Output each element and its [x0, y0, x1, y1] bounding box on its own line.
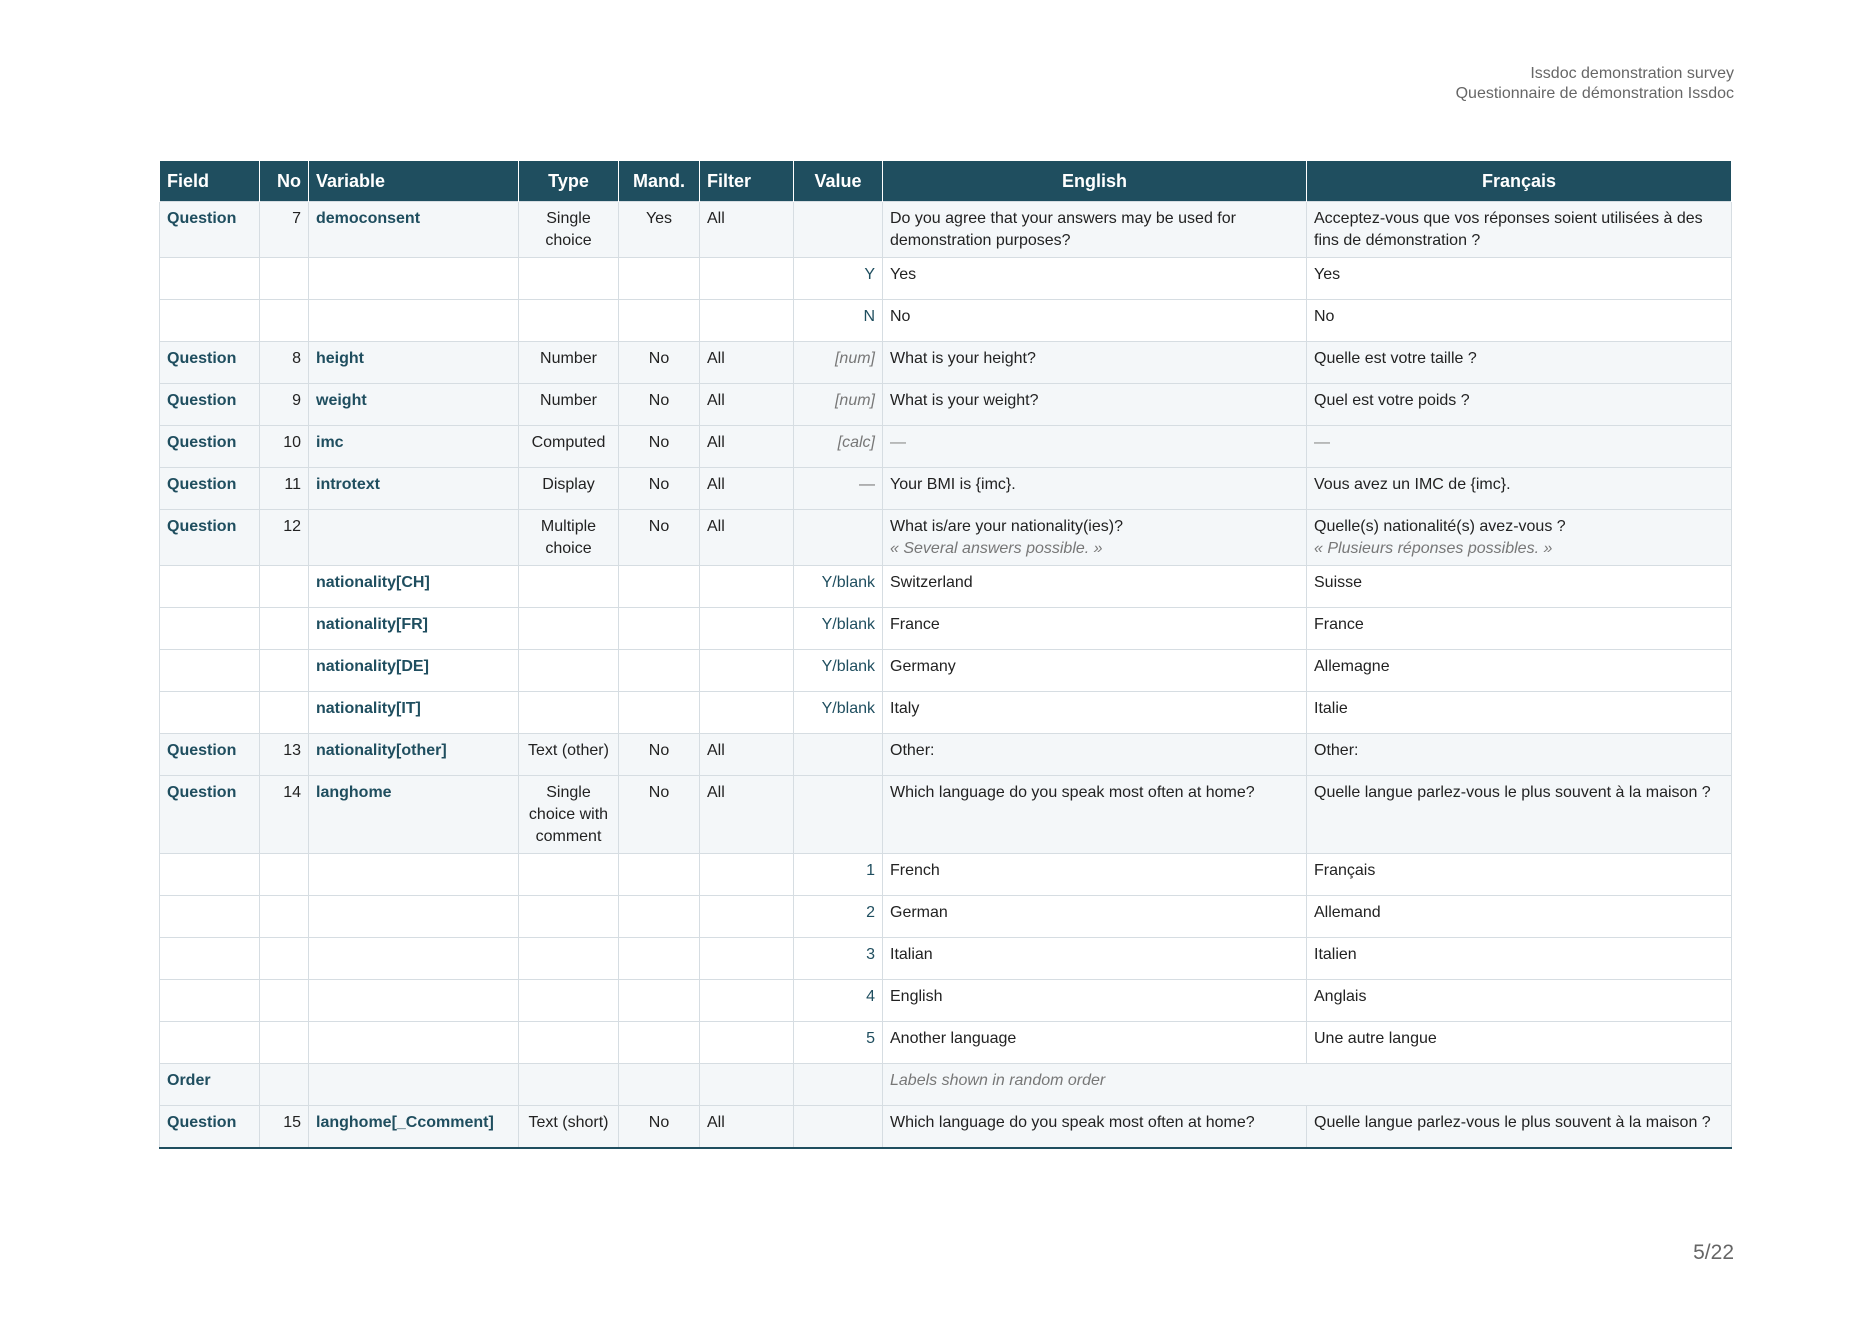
col-header-filter: Filter: [700, 161, 794, 202]
cell-field: [160, 980, 260, 1022]
table-row: [160, 938, 1732, 980]
cell-variable: [309, 300, 519, 342]
cell-no: [260, 896, 309, 938]
cell-value: [794, 776, 883, 854]
english-text: What is your weight?: [890, 392, 1039, 409]
cell-filter: [700, 692, 794, 734]
cell-value: [794, 734, 883, 776]
english-text: Other:: [890, 742, 935, 759]
cell-no: [260, 854, 309, 896]
francais-text: Vous avez un IMC de {imc}.: [1314, 476, 1511, 493]
table-row: [160, 1106, 1732, 1149]
cell-mand: [619, 938, 700, 980]
col-header-type: Type: [519, 161, 619, 202]
cell-variable: [309, 854, 519, 896]
cell-field: [160, 1022, 260, 1064]
cell-francais: [1307, 566, 1732, 608]
cell-variable: height: [309, 342, 519, 384]
cell-no: [260, 980, 309, 1022]
page-number: 5/22: [1693, 1241, 1734, 1264]
cell-type: [519, 1022, 619, 1064]
english-text: —: [890, 434, 906, 451]
table-row: [160, 300, 1732, 342]
cell-english: [883, 1106, 1307, 1149]
table-row: [160, 734, 1732, 776]
cell-mand: No: [619, 734, 700, 776]
francais-text: Italien: [1314, 946, 1357, 963]
francais-text: Yes: [1314, 266, 1341, 283]
cell-field: [160, 854, 260, 896]
cell-mand: No: [619, 776, 700, 854]
cell-mand: [619, 300, 700, 342]
cell-field: [160, 300, 260, 342]
francais-text: Anglais: [1314, 988, 1367, 1005]
cell-variable: [309, 938, 519, 980]
cell-filter: [700, 938, 794, 980]
cell-type: [519, 608, 619, 650]
francais-text: Acceptez-vous que vos réponses soient utilisées à des fins de démonstration ?: [1314, 210, 1703, 249]
cell-variable: [309, 1022, 519, 1064]
cell-english: [883, 980, 1307, 1022]
col-header-field: Field: [160, 161, 260, 202]
cell-variable: [309, 1064, 519, 1106]
cell-field: [160, 692, 260, 734]
cell-value: Y/blank: [794, 608, 883, 650]
cell-filter: [700, 566, 794, 608]
cell-type: [519, 980, 619, 1022]
cell-mand: [619, 692, 700, 734]
english-hint: « Several answers possible. »: [890, 540, 1103, 557]
cell-variable: [309, 980, 519, 1022]
cell-francais: [1307, 854, 1732, 896]
table-row: [160, 510, 1732, 566]
cell-francais: [1307, 300, 1732, 342]
cell-no: 13: [260, 734, 309, 776]
table-row: [160, 342, 1732, 384]
cell-field: Question: [160, 342, 260, 384]
table-row: [160, 258, 1732, 300]
table-row: [160, 1022, 1732, 1064]
header-title-en: Issdoc demonstration survey: [1530, 65, 1734, 82]
cell-english: [883, 854, 1307, 896]
table-row: [160, 854, 1732, 896]
cell-filter: All: [700, 734, 794, 776]
cell-no: [260, 258, 309, 300]
cell-variable: langhome: [309, 776, 519, 854]
cell-no: 8: [260, 342, 309, 384]
cell-no: [260, 650, 309, 692]
cell-type: Text (other): [519, 734, 619, 776]
english-text: Italian: [890, 946, 933, 963]
francais-text: Français: [1314, 862, 1376, 879]
cell-mand: No: [619, 468, 700, 510]
francais-text: —: [1314, 434, 1330, 451]
cell-type: Number: [519, 384, 619, 426]
cell-variable: weight: [309, 384, 519, 426]
cell-francais: [1307, 1106, 1732, 1149]
francais-text: Une autre langue: [1314, 1030, 1437, 1047]
cell-francais: [1307, 258, 1732, 300]
cell-type: Number: [519, 342, 619, 384]
cell-mand: [619, 896, 700, 938]
cell-type: Text (short): [519, 1106, 619, 1149]
cell-field: Question: [160, 510, 260, 566]
cell-english: [883, 692, 1307, 734]
francais-text: Quelle langue parlez-vous le plus souvent à la maison ?: [1314, 784, 1711, 801]
cell-filter: All: [700, 384, 794, 426]
cell-mand: [619, 1064, 700, 1106]
cell-no: [260, 566, 309, 608]
cell-filter: [700, 1064, 794, 1106]
english-text: Italy: [890, 700, 920, 717]
table-row: [160, 692, 1732, 734]
cell-type: [519, 300, 619, 342]
english-text: French: [890, 862, 940, 879]
col-header-value: Value: [794, 161, 883, 202]
cell-francais: [1307, 468, 1732, 510]
cell-filter: All: [700, 342, 794, 384]
cell-field: [160, 258, 260, 300]
cell-variable: [309, 258, 519, 300]
cell-variable: [309, 896, 519, 938]
cell-field: Order: [160, 1064, 260, 1106]
cell-type: Display: [519, 468, 619, 510]
table-row: [160, 468, 1732, 510]
cell-order-note: Labels shown in random order: [883, 1064, 1732, 1106]
col-header-variable: Variable: [309, 161, 519, 202]
cell-filter: All: [700, 776, 794, 854]
cell-english: [883, 342, 1307, 384]
cell-variable: [309, 510, 519, 566]
cell-filter: All: [700, 1106, 794, 1149]
cell-english: [883, 426, 1307, 468]
cell-english: [883, 896, 1307, 938]
francais-text: Allemand: [1314, 904, 1381, 921]
cell-value: 1: [794, 854, 883, 896]
francais-hint: « Plusieurs réponses possibles. »: [1314, 540, 1553, 557]
table-row: [160, 384, 1732, 426]
cell-value: Y: [794, 258, 883, 300]
cell-variable: langhome[_Ccomment]: [309, 1106, 519, 1149]
francais-text: No: [1314, 308, 1335, 325]
cell-value: 3: [794, 938, 883, 980]
cell-english: [883, 938, 1307, 980]
cell-no: 10: [260, 426, 309, 468]
cell-type: [519, 692, 619, 734]
cell-value: [calc]: [794, 426, 883, 468]
cell-no: 14: [260, 776, 309, 854]
table-row: [160, 896, 1732, 938]
cell-english: [883, 202, 1307, 258]
cell-variable: nationality[CH]: [309, 566, 519, 608]
survey-table: [159, 161, 1732, 1149]
english-text: No: [890, 308, 911, 325]
cell-no: [260, 1064, 309, 1106]
cell-filter: [700, 300, 794, 342]
cell-mand: Yes: [619, 202, 700, 258]
english-text: Your BMI is {imc}.: [890, 476, 1016, 493]
cell-mand: [619, 566, 700, 608]
cell-type: [519, 896, 619, 938]
cell-francais: [1307, 734, 1732, 776]
english-text: English: [890, 988, 943, 1005]
english-text: What is/are your nationality(ies)?: [890, 518, 1123, 535]
cell-no: 15: [260, 1106, 309, 1149]
document-header: [1456, 64, 1734, 104]
cell-filter: All: [700, 426, 794, 468]
table-row: [160, 980, 1732, 1022]
cell-field: Question: [160, 384, 260, 426]
cell-value: [num]: [794, 342, 883, 384]
cell-filter: [700, 650, 794, 692]
francais-text: Italie: [1314, 700, 1348, 717]
cell-variable: nationality[other]: [309, 734, 519, 776]
header-title-fr: Questionnaire de démonstration Issdoc: [1455, 85, 1734, 102]
cell-mand: No: [619, 426, 700, 468]
cell-variable: nationality[DE]: [309, 650, 519, 692]
cell-english: [883, 510, 1307, 566]
cell-francais: [1307, 202, 1732, 258]
cell-value: 2: [794, 896, 883, 938]
cell-no: 7: [260, 202, 309, 258]
cell-filter: [700, 608, 794, 650]
cell-english: [883, 776, 1307, 854]
cell-no: [260, 938, 309, 980]
cell-francais: [1307, 1022, 1732, 1064]
cell-field: Question: [160, 734, 260, 776]
cell-english: [883, 258, 1307, 300]
cell-mand: [619, 980, 700, 1022]
table-body: [160, 202, 1732, 1149]
cell-francais: [1307, 510, 1732, 566]
cell-field: [160, 938, 260, 980]
english-text: Germany: [890, 658, 956, 675]
cell-english: [883, 650, 1307, 692]
cell-value: N: [794, 300, 883, 342]
cell-no: 9: [260, 384, 309, 426]
cell-type: [519, 938, 619, 980]
francais-text: Quelle est votre taille ?: [1314, 350, 1477, 367]
cell-mand: [619, 608, 700, 650]
col-header-english: English: [883, 161, 1307, 202]
cell-type: [519, 258, 619, 300]
cell-filter: All: [700, 468, 794, 510]
cell-english: [883, 468, 1307, 510]
cell-type: [519, 566, 619, 608]
cell-english: [883, 608, 1307, 650]
cell-francais: [1307, 776, 1732, 854]
cell-value: Y/blank: [794, 650, 883, 692]
english-text: Another language: [890, 1030, 1017, 1047]
cell-francais: [1307, 938, 1732, 980]
cell-variable: introtext: [309, 468, 519, 510]
cell-mand: [619, 854, 700, 896]
cell-mand: No: [619, 510, 700, 566]
cell-filter: All: [700, 202, 794, 258]
cell-francais: [1307, 608, 1732, 650]
cell-field: Question: [160, 468, 260, 510]
table-row: [160, 776, 1732, 854]
cell-variable: nationality[IT]: [309, 692, 519, 734]
cell-field: [160, 650, 260, 692]
table-row: [160, 1064, 1732, 1106]
cell-field: Question: [160, 202, 260, 258]
cell-no: [260, 608, 309, 650]
table-row: [160, 566, 1732, 608]
cell-variable: democonsent: [309, 202, 519, 258]
cell-mand: No: [619, 1106, 700, 1149]
cell-mand: [619, 650, 700, 692]
francais-text: Other:: [1314, 742, 1359, 759]
english-text: Which language do you speak most often at home?: [890, 784, 1255, 801]
cell-filter: [700, 854, 794, 896]
cell-english: [883, 384, 1307, 426]
cell-field: Question: [160, 776, 260, 854]
cell-no: 12: [260, 510, 309, 566]
cell-field: Question: [160, 1106, 260, 1149]
english-text: Do you agree that your answers may be used for demonstration purposes?: [890, 210, 1236, 249]
cell-field: [160, 608, 260, 650]
cell-field: [160, 566, 260, 608]
cell-filter: [700, 1022, 794, 1064]
cell-type: [519, 854, 619, 896]
cell-francais: [1307, 650, 1732, 692]
cell-value: [794, 510, 883, 566]
english-text: Switzerland: [890, 574, 973, 591]
col-header-mand: Mand.: [619, 161, 700, 202]
cell-type: [519, 650, 619, 692]
cell-francais: [1307, 384, 1732, 426]
cell-english: [883, 566, 1307, 608]
english-text: Yes: [890, 266, 917, 283]
cell-value: [794, 1064, 883, 1106]
cell-francais: [1307, 426, 1732, 468]
cell-value: 4: [794, 980, 883, 1022]
francais-text: Suisse: [1314, 574, 1363, 591]
cell-variable: imc: [309, 426, 519, 468]
cell-no: 11: [260, 468, 309, 510]
cell-variable: nationality[FR]: [309, 608, 519, 650]
col-header-francais: Français: [1307, 161, 1732, 202]
francais-text: Quel est votre poids ?: [1314, 392, 1470, 409]
cell-value: [794, 202, 883, 258]
cell-mand: No: [619, 342, 700, 384]
cell-value: [num]: [794, 384, 883, 426]
cell-filter: [700, 896, 794, 938]
cell-francais: [1307, 342, 1732, 384]
col-header-no: No: [260, 161, 309, 202]
cell-type: Single choice: [519, 202, 619, 258]
cell-field: [160, 896, 260, 938]
cell-type: Computed: [519, 426, 619, 468]
cell-type: Single choice with comment: [519, 776, 619, 854]
english-text: Which language do you speak most often at home?: [890, 1114, 1255, 1131]
cell-value: [794, 1106, 883, 1149]
cell-mand: [619, 1022, 700, 1064]
table-header-row: [160, 161, 1732, 202]
table-row: [160, 426, 1732, 468]
cell-no: [260, 692, 309, 734]
cell-value: Y/blank: [794, 692, 883, 734]
francais-text: Quelle(s) nationalité(s) avez-vous ?: [1314, 518, 1566, 535]
cell-filter: All: [700, 510, 794, 566]
cell-mand: No: [619, 384, 700, 426]
cell-francais: [1307, 692, 1732, 734]
english-text: France: [890, 616, 940, 633]
cell-mand: [619, 258, 700, 300]
english-text: German: [890, 904, 948, 921]
cell-type: Multiple choice: [519, 510, 619, 566]
cell-type: [519, 1064, 619, 1106]
cell-no: [260, 300, 309, 342]
cell-english: [883, 1022, 1307, 1064]
cell-english: [883, 300, 1307, 342]
cell-filter: [700, 980, 794, 1022]
francais-text: Quelle langue parlez-vous le plus souvent à la maison ?: [1314, 1114, 1711, 1131]
cell-filter: [700, 258, 794, 300]
english-text: What is your height?: [890, 350, 1036, 367]
francais-text: Allemagne: [1314, 658, 1390, 675]
francais-text: France: [1314, 616, 1364, 633]
cell-field: Question: [160, 426, 260, 468]
cell-value: 5: [794, 1022, 883, 1064]
cell-value: Y/blank: [794, 566, 883, 608]
cell-no: [260, 1022, 309, 1064]
table-row: [160, 202, 1732, 258]
table-row: [160, 650, 1732, 692]
cell-francais: [1307, 896, 1732, 938]
cell-english: [883, 734, 1307, 776]
table-row: [160, 608, 1732, 650]
cell-value: —: [794, 468, 883, 510]
cell-francais: [1307, 980, 1732, 1022]
